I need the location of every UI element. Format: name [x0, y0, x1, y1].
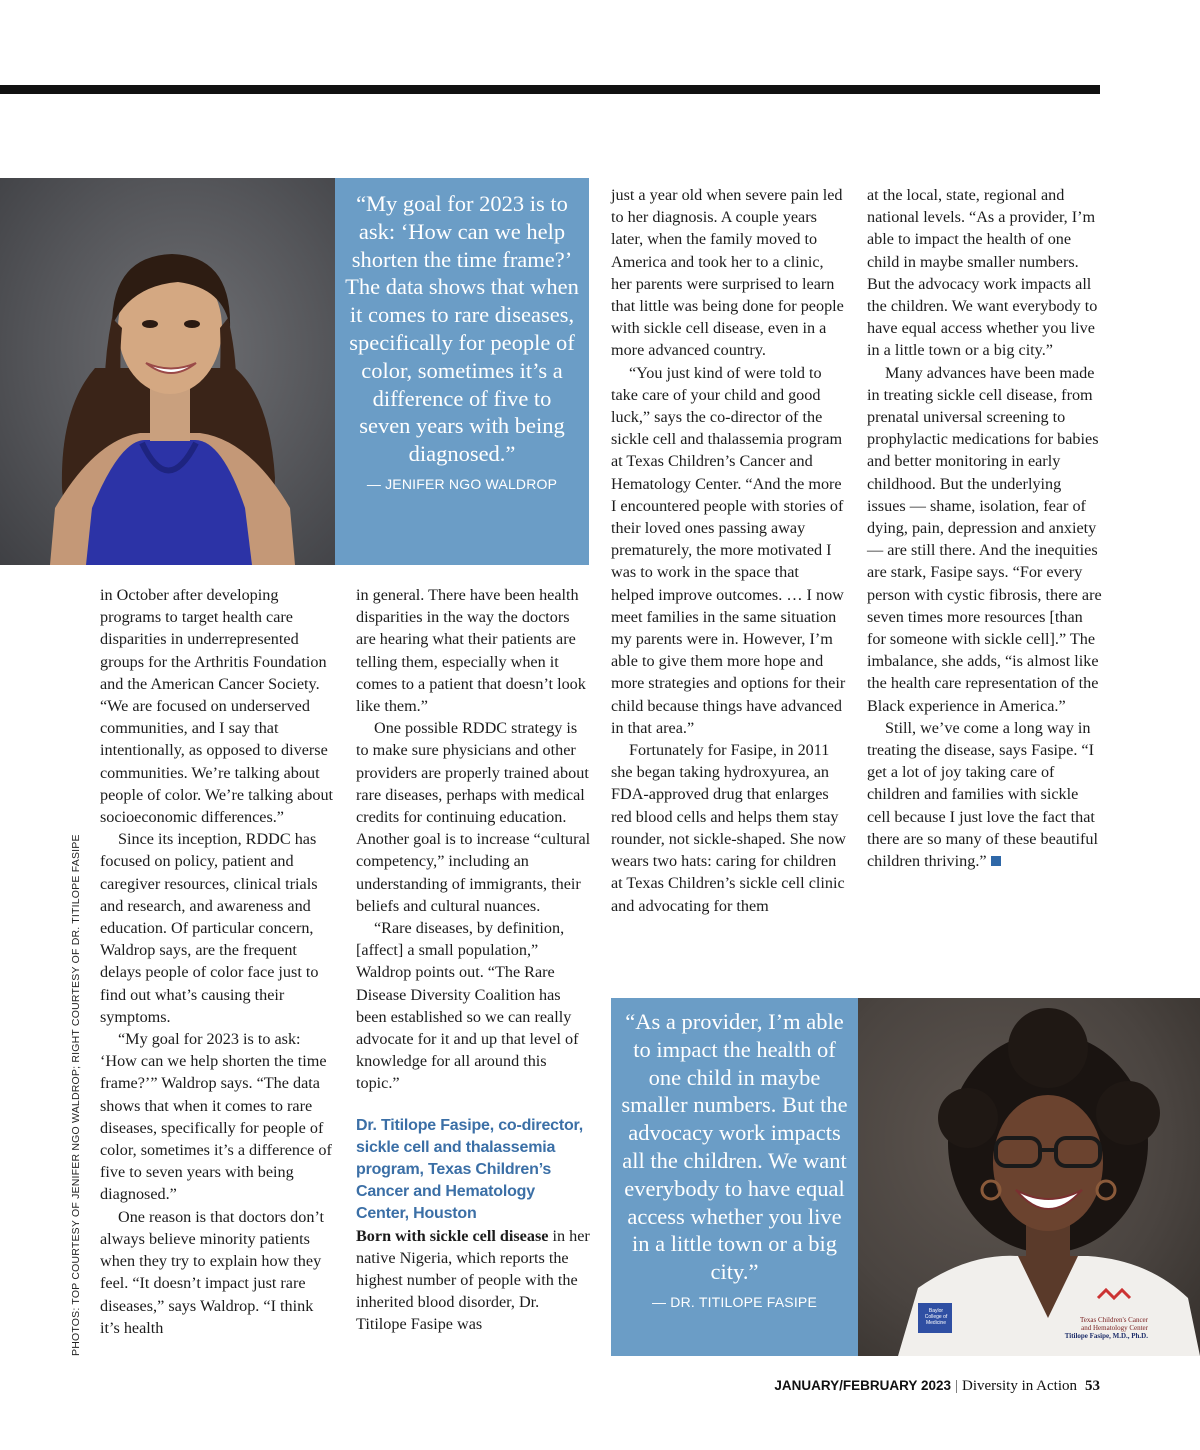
page-number: 53	[1085, 1378, 1100, 1394]
pull-quote-text: “As a provider, I’m able to impact the health of one child in maybe smaller numbers. But the advocacy work impacts all the children. We want everybody to have equal access whether you live in a little town or a big city.”	[621, 1009, 848, 1285]
section-subhead: Dr. Titilope Fasipe, co-director, sickle cell and thalassemia program, Texas Children’s Cancer and Hematology Center, Houston	[356, 1116, 583, 1222]
paragraph: One reason is that doctors don’t always believe minority patients when they try to explain how they feel. “It doesn’t impact just rare diseases,” says Waldrop. “I think it’s health	[100, 1207, 325, 1337]
pull-quote-fasipe	[611, 998, 858, 1356]
article-column-3	[611, 184, 846, 917]
article-column-1	[100, 584, 335, 1339]
page-footer	[774, 1378, 1100, 1395]
paragraph: Fortunately for Fasipe, in 2011 she began taking hydroxyurea, an FDA-approved drug that enlarges red blood cells and helps them stay rounder, not sickle-shaped. She now wears two hats: caring for children at Texas Children’s sickle cell clinic and advocating for them	[611, 741, 846, 915]
photo-titilope-fasipe	[858, 998, 1200, 1356]
embroidery-line-1: Texas Children's Cancer	[1079, 1316, 1148, 1324]
paragraph: “Rare diseases, by definition, [affect] a small population,” Waldrop points out. “The Rare Disease Diversity Coalition has been established so we can really advocate for it and up that level of knowledge for all around this topic.”	[356, 919, 579, 1093]
paragraph: just a year old when severe pain led to her diagnosis. A couple years later, when the family moved to America and took her to a clinic, her parents were surprised to learn that little was being done for people with sickle cell disease, even in a more advanced country.	[611, 186, 844, 360]
paragraph: Since its inception, RDDC has focused on policy, patient and caregiver resources, clinical trials and research, and awareness and education. Of particular concern, Waldrop says, are the frequent delays people of color face just to find out what’s causing their symptoms.	[100, 830, 319, 1026]
end-of-article-mark	[991, 856, 1001, 866]
photo-jenifer-ngo-waldrop	[0, 178, 335, 565]
footer-separator: |	[954, 1378, 958, 1394]
paragraph: One possible RDDC strategy is to make sure physicians and other providers are properly trained about rare diseases, perhaps with medical credits for continuing education. Another goal is to increase “cultural competency,” including an understanding of immigrants, their beliefs and cultural nuances.	[356, 719, 591, 915]
publication-name: Diversity in Action	[962, 1378, 1077, 1394]
paragraph-text: in her native Nigeria, which reports the highest number of people with the inherited blood disorder, Dr. Titilope Fasipe was	[356, 1226, 590, 1334]
paragraph-final	[867, 717, 1102, 872]
embroidery-line-3: Titilope Fasipe, M.D., Ph.D.	[1064, 1332, 1148, 1340]
issue-date: JANUARY/FEBRUARY 2023	[774, 1378, 951, 1393]
article-column-2	[356, 584, 591, 1336]
paragraph: Many advances have been made in treating sickle cell disease, from prenatal universal screening to prophylactic medications for babies and better monitoring in early childhood. But the underlying issues — shame, isolation, fear of dying, pain, depression and anxiety — are still there. And the inequities are stark, Fasipe says. “For every person with cystic fibrosis, there are seven times more resources [than for someone with sickle cell].” The imbalance, she adds, “is almost like the health care representation of the Black experience in America.”	[867, 363, 1102, 715]
embroidery-line-2: and Hematology Center	[1081, 1324, 1148, 1332]
paragraph: “My goal for 2023 is to ask: ‘How can we help shorten the time frame?’” Waldrop says. “The data shows that when it comes to rare diseases, specifically for people of color, sometimes it’s a difference of five to seven years with being diagnosed.”	[100, 1030, 332, 1204]
portrait-illustration-2	[858, 998, 1200, 1356]
article-column-4	[867, 184, 1102, 872]
paragraph-lead	[356, 1225, 591, 1336]
embroidered-name	[1008, 1316, 1148, 1340]
pull-quote-waldrop	[335, 178, 589, 565]
portrait-illustration-1	[0, 178, 335, 565]
paragraph: at the local, state, regional and national levels. “As a provider, I’m able to impact the health of one child in maybe smaller numbers. But the advocacy work impacts all the children. We want everybody to have equal access whether you live in a little town or a big city.”	[867, 186, 1098, 360]
top-rule	[0, 85, 1100, 94]
paragraph-text: Still, we’ve come a long way in treating the disease, says Fasipe. “I get a lot of joy taking care of children and families with sickle cell because I just love the fact that there are so many of these beautiful children thriving.”	[867, 718, 1099, 871]
paragraph: in October after developing programs to target health care disparities in underrepresented groups for the Arthritis Foundation and the American Cancer Society. “We are focused on underserved communities, and I say that intentionally, as opposed to diverse communities. We’re talking about people of color. We’re talking about socioeconomic differences.”	[100, 586, 334, 827]
logo-badge-baylor: Baylor College of Medicine	[924, 1308, 948, 1326]
paragraph: in general. There have been health disparities in the way the doctors are hearing what their patients are telling them, especially when it comes to a patient that doesn’t look like them.”	[356, 586, 586, 716]
pull-quote-attribution: — DR. TITILOPE FASIPE	[652, 1293, 817, 1310]
pull-quote-text: “My goal for 2023 is to ask: ‘How can we help shorten the time frame?’ The data shows that when it comes to rare diseases, specifically for people of color, sometimes it’s a difference of five to seven years with being diagnosed.”	[345, 191, 579, 467]
lead-in: Born with sickle cell disease	[356, 1226, 549, 1245]
pull-quote-attribution: — JENIFER NGO WALDROP	[366, 475, 558, 492]
photo-credit: PHOTOS: TOP COURTESY OF JENIFER NGO WALDROP; RIGHT COURTESY OF DR. TITILOPE FASIPE	[70, 834, 82, 1356]
paragraph: “You just kind of were told to take care of your child and good luck,” says the co-director of the sickle cell and thalassemia program at Texas Children’s Cancer and Hematology Center. “And the more I encountered people with stories of their loved ones passing away prematurely, the more motivated I was to work in the space that helped improve outcomes. … I now meet families in the same situation my parents were in. However, I’m able to give them more hope and more strategies and options for their child because things have advanced in that area.”	[611, 363, 846, 737]
